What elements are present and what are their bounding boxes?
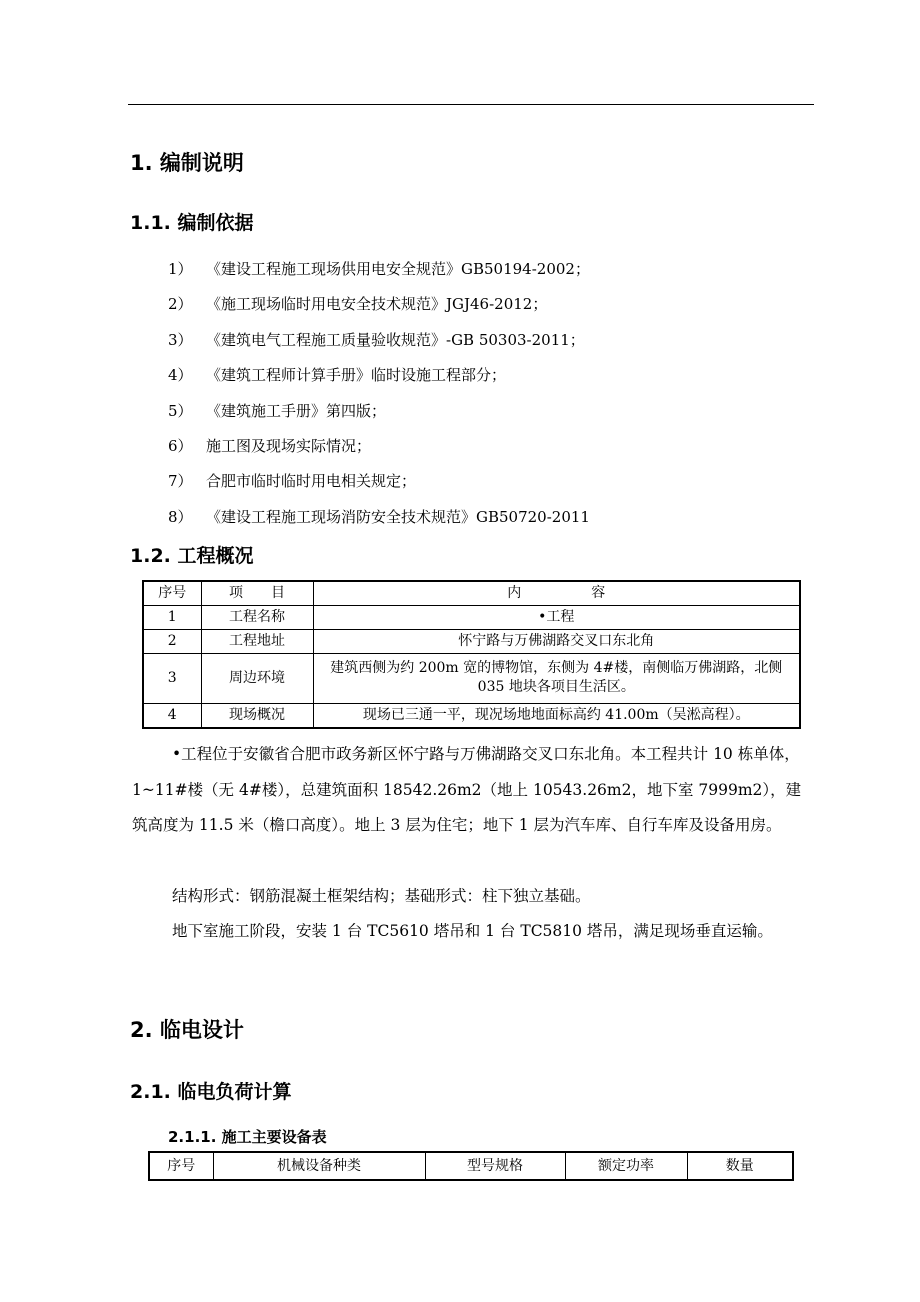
table-cell: 现场概况 xyxy=(201,703,313,728)
table-header-cell: 内 容 xyxy=(313,581,800,605)
table-cell: 现场已三通一平，现况场地地面标高约 41.00m（吴淞高程）。 xyxy=(313,703,800,728)
reference-item: 5） 《建筑施工手册》第四版； xyxy=(168,402,387,420)
table-cell: 工程地址 xyxy=(201,629,313,653)
table-header-cell: 机械设备种类 xyxy=(213,1152,425,1180)
crane-description: 地下室施工阶段，安装 1 台 TC5610 塔吊和 1 台 TC5810 塔吊，满足现场垂直运输。 xyxy=(172,922,773,940)
table-header-cell: 项 目 xyxy=(201,581,313,605)
section-2-1-1-heading: 2.1.1. 施工主要设备表 xyxy=(168,1128,327,1146)
table-header-cell: 额定功率 xyxy=(565,1152,687,1180)
table-header-row xyxy=(149,1152,793,1180)
table-header-row xyxy=(143,581,800,605)
table-cell: 周边环境 xyxy=(201,653,313,703)
table-cell: 4 xyxy=(143,703,201,728)
section-1-2-heading: 1.2. 工程概况 xyxy=(130,545,254,567)
reference-item: 3） 《建筑电气工程施工质量验收规范》-GB 50303-2011； xyxy=(168,331,585,349)
table-cell: 3 xyxy=(143,653,201,703)
reference-item: 1） 《建设工程施工现场供用电安全规范》GB50194-2002； xyxy=(168,260,590,278)
table-cell: •工程 xyxy=(313,605,800,629)
table-header-cell: 序号 xyxy=(143,581,201,605)
table-cell: 工程名称 xyxy=(201,605,313,629)
structure-form: 结构形式：钢筋混凝土框架结构；基础形式：柱下独立基础。 xyxy=(172,887,591,905)
table-header-cell: 序号 xyxy=(149,1152,213,1180)
table-cell: 1 xyxy=(143,605,201,629)
table-header-cell: 数量 xyxy=(687,1152,793,1180)
table-row xyxy=(143,629,800,653)
equipment-table xyxy=(148,1151,794,1181)
reference-item: 7） 合肥市临时临时用电相关规定； xyxy=(168,472,417,490)
table-row xyxy=(143,605,800,629)
section-1-heading: 1. 编制说明 xyxy=(130,151,244,175)
project-overview-table xyxy=(142,580,801,729)
reference-item: 4） 《建筑工程师计算手册》临时设施工程部分； xyxy=(168,366,507,384)
reference-item: 2） 《施工现场临时用电安全技术规范》JGJ46-2012； xyxy=(168,295,548,313)
reference-item: 8） 《建设工程施工现场消防安全技术规范》GB50720-2011 xyxy=(168,508,590,526)
table-row xyxy=(143,703,800,728)
table-cell: 2 xyxy=(143,629,201,653)
header-rule xyxy=(128,104,814,105)
section-2-1-heading: 2.1. 临电负荷计算 xyxy=(130,1081,292,1103)
section-2-heading: 2. 临电设计 xyxy=(130,1018,244,1042)
section-1-1-heading: 1.1. 编制依据 xyxy=(130,212,254,234)
table-cell: 怀宁路与万佛湖路交叉口东北角 xyxy=(313,629,800,653)
table-cell: 建筑西侧为约 200m 宽的博物馆，东侧为 4#楼，南侧临万佛湖路，北侧 035 地块各项目生活区。 xyxy=(313,653,800,703)
table-header-cell: 型号规格 xyxy=(425,1152,565,1180)
project-description: •工程位于安徽省合肥市政务新区怀宁路与万佛湖路交叉口东北角。本工程共计 10 栋单体，1~11#楼（无 4#楼），总建筑面积 18542.26m2（地上 10543.26m2，地下室 7999m2），建筑高度为 11.5 米（檐口高度）。地上 3 层为住宅；地下 1 层为汽车库、自行车库及设备用房。 xyxy=(132,745,802,834)
table-row xyxy=(143,653,800,703)
reference-item: 6） 施工图及现场实际情况； xyxy=(168,437,372,455)
